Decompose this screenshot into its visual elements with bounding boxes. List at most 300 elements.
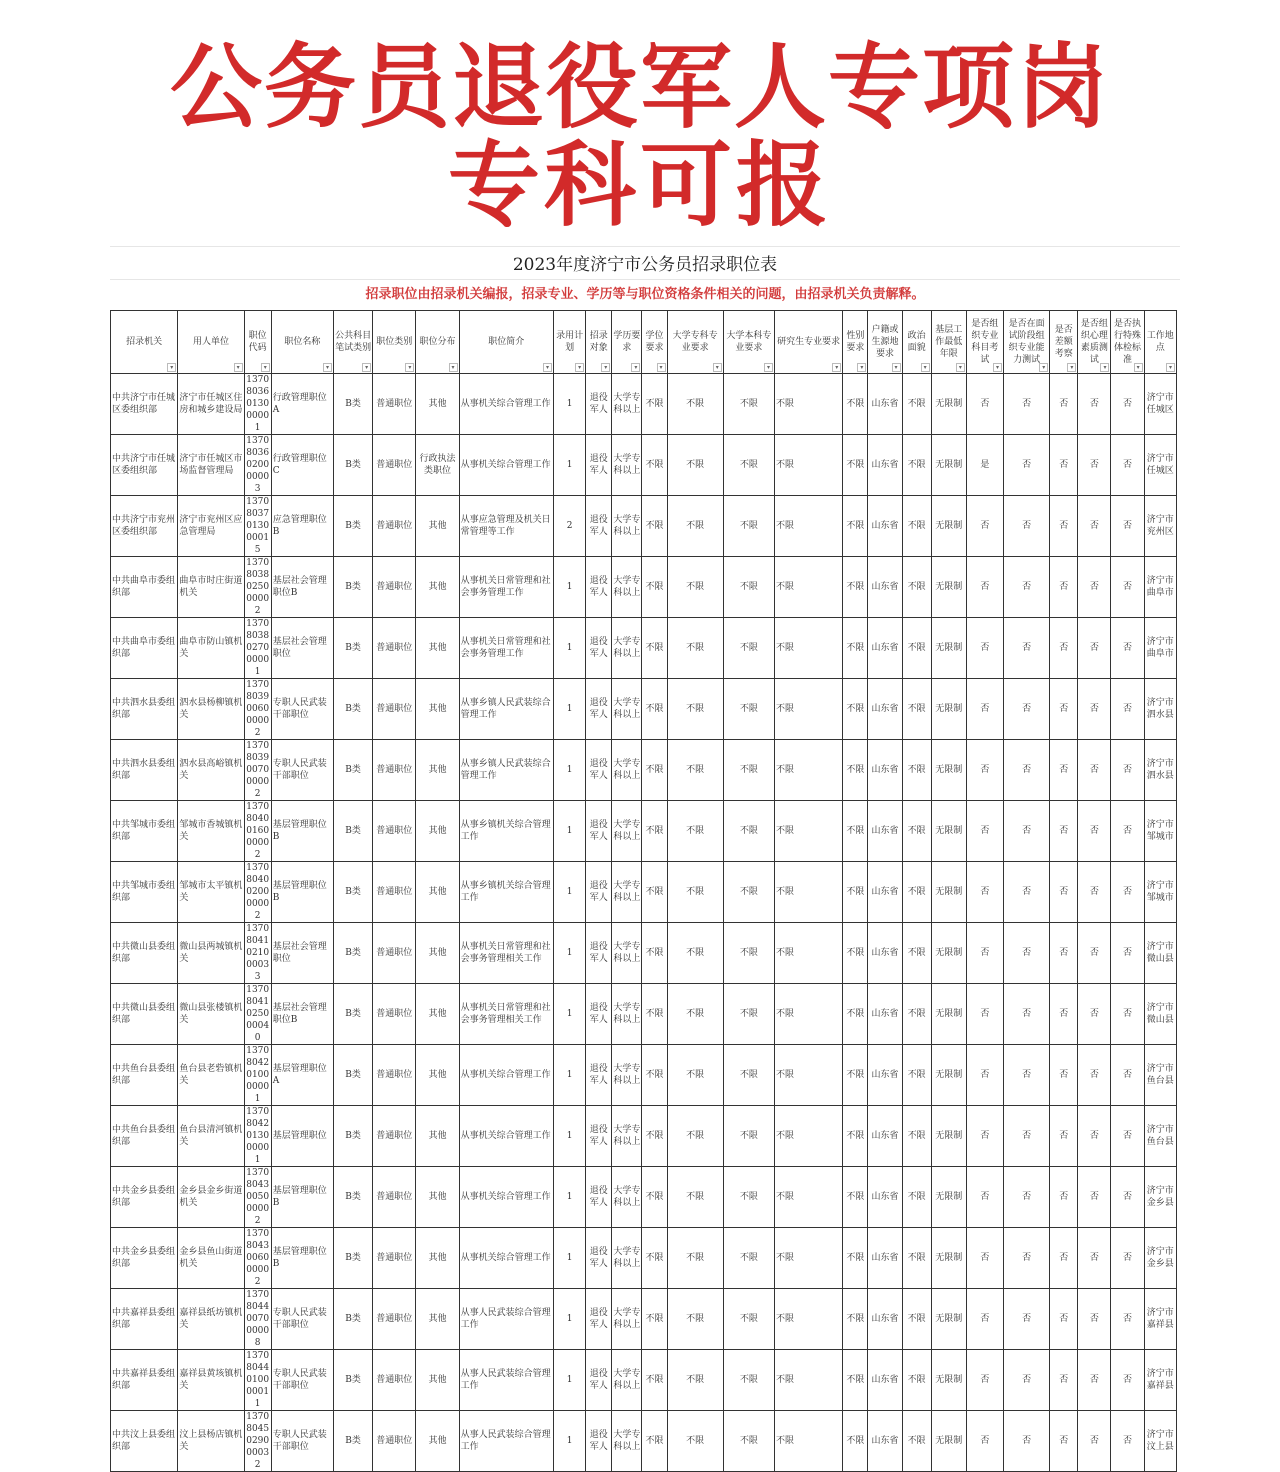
table-cell: 基层管理职位B xyxy=(271,801,333,862)
table-cell: 不限 xyxy=(774,1228,842,1289)
table-cell: 不限 xyxy=(723,740,774,801)
table-cell: 济宁市泗水县 xyxy=(1144,679,1176,740)
table-cell: 不限 xyxy=(723,1106,774,1167)
table-cell: 退役军人 xyxy=(586,984,612,1045)
table-cell: 退役军人 xyxy=(586,1106,612,1167)
table-cell: 山东省 xyxy=(868,801,902,862)
table-cell: 行政执法类职位 xyxy=(416,435,459,496)
table-cell: 否 xyxy=(1004,679,1050,740)
table-cell: 退役军人 xyxy=(586,1289,612,1350)
table-cell: 否 xyxy=(1004,1167,1050,1228)
table-cell: 否 xyxy=(1004,1411,1050,1472)
filter-dropdown-icon[interactable]: ▾ xyxy=(1166,363,1175,372)
table-cell: 山东省 xyxy=(868,1411,902,1472)
table-cell: 不限 xyxy=(667,862,723,923)
filter-dropdown-icon[interactable]: ▾ xyxy=(1100,363,1109,372)
table-cell: 1 xyxy=(554,618,586,679)
table-cell: 不限 xyxy=(667,1289,723,1350)
table-cell: 中共济宁市任城区委组织部 xyxy=(111,374,178,435)
table-cell: 大学专科以上 xyxy=(612,679,642,740)
column-header-label: 是否组织心理素质测试 xyxy=(1080,319,1108,365)
table-cell: 否 xyxy=(1111,923,1144,984)
table-cell: 济宁市兖州区 xyxy=(1144,496,1176,557)
table-cell: 否 xyxy=(1111,1228,1144,1289)
table-cell: 普通职位 xyxy=(373,1411,416,1472)
table-cell: 不限 xyxy=(642,740,667,801)
table-cell: 无限制 xyxy=(931,679,966,740)
filter-dropdown-icon[interactable]: ▾ xyxy=(764,363,773,372)
table-cell: 1 xyxy=(554,374,586,435)
table-cell: 不限 xyxy=(843,374,868,435)
table-cell: 否 xyxy=(1078,496,1111,557)
table-cell: 否 xyxy=(1004,1228,1050,1289)
table-cell: 金乡县鱼山街道机关 xyxy=(178,1228,244,1289)
table-cell: 不限 xyxy=(667,435,723,496)
table-cell: 无限制 xyxy=(931,496,966,557)
table-cell: 从事机关综合管理工作 xyxy=(459,1106,553,1167)
column-header xyxy=(642,311,667,374)
column-header xyxy=(774,311,842,374)
table-cell: 否 xyxy=(1111,801,1144,862)
column-header xyxy=(843,311,868,374)
table-cell: 中共微山县委组织部 xyxy=(111,984,178,1045)
table-cell: 大学专科以上 xyxy=(612,1167,642,1228)
table-cell: 普通职位 xyxy=(373,557,416,618)
table-cell: 不限 xyxy=(723,923,774,984)
column-header-label: 学历要求 xyxy=(613,331,641,353)
table-cell: 否 xyxy=(1004,435,1050,496)
table-cell: 无限制 xyxy=(931,1350,966,1411)
table-cell: 不限 xyxy=(902,740,931,801)
column-header xyxy=(178,311,244,374)
table-cell: 不限 xyxy=(774,740,842,801)
table-cell: 退役军人 xyxy=(586,679,612,740)
table-cell: 否 xyxy=(1050,1106,1078,1167)
table-cell: 不限 xyxy=(642,923,667,984)
filter-dropdown-icon[interactable]: ▾ xyxy=(857,363,866,372)
table-cell: 无限制 xyxy=(931,984,966,1045)
table-cell: 不限 xyxy=(774,618,842,679)
table-cell: 不限 xyxy=(774,1411,842,1472)
table-cell: 否 xyxy=(1004,984,1050,1045)
table-row xyxy=(111,984,1177,1045)
table-cell: 13708036020000003 xyxy=(244,435,271,496)
table-cell: 不限 xyxy=(667,679,723,740)
column-header xyxy=(111,311,178,374)
table-header-row xyxy=(111,311,1177,374)
table-cell: 济宁市鱼台县 xyxy=(1144,1045,1176,1106)
table-cell: 13708040020000002 xyxy=(244,862,271,923)
table-cell: 否 xyxy=(1078,1350,1111,1411)
table-cell: 13708038027000001 xyxy=(244,618,271,679)
banner-subheadline: 专科可报 xyxy=(447,132,832,239)
table-cell: 大学专科以上 xyxy=(612,801,642,862)
table-cell: 否 xyxy=(1050,1350,1078,1411)
table-cell: 中共鱼台县委组织部 xyxy=(111,1106,178,1167)
table-cell: 行政管理职位C xyxy=(271,435,333,496)
table-row xyxy=(111,801,1177,862)
table-cell: 其他 xyxy=(416,1350,459,1411)
table-cell: 邹城市太平镇机关 xyxy=(178,862,244,923)
table-cell: 否 xyxy=(1050,801,1078,862)
table-cell: 不限 xyxy=(642,1106,667,1167)
filter-dropdown-icon[interactable]: ▾ xyxy=(657,363,666,372)
table-cell: 不限 xyxy=(843,1106,868,1167)
table-cell: 否 xyxy=(1050,435,1078,496)
table-cell: 大学专科以上 xyxy=(612,862,642,923)
table-cell: 从事机关日常管理和社会事务管理相关工作 xyxy=(459,923,553,984)
table-cell: 不限 xyxy=(667,1350,723,1411)
table-cell: 无限制 xyxy=(931,740,966,801)
table-cell: 否 xyxy=(1078,984,1111,1045)
table-cell: 否 xyxy=(1004,1045,1050,1106)
filter-dropdown-icon[interactable]: ▾ xyxy=(713,363,722,372)
table-cell: 无限制 xyxy=(931,1228,966,1289)
table-cell: 从事机关综合管理工作 xyxy=(459,435,553,496)
table-cell: 不限 xyxy=(843,801,868,862)
table-cell: 退役军人 xyxy=(586,496,612,557)
table-cell: 不限 xyxy=(774,435,842,496)
table-cell: B类 xyxy=(334,374,373,435)
filter-dropdown-icon[interactable]: ▾ xyxy=(575,363,584,372)
table-cell: 否 xyxy=(966,862,1003,923)
table-cell: 不限 xyxy=(667,496,723,557)
table-cell: 其他 xyxy=(416,1045,459,1106)
table-cell: 不限 xyxy=(902,801,931,862)
table-cell: 不限 xyxy=(723,557,774,618)
table-cell: 否 xyxy=(1004,862,1050,923)
table-cell: 无限制 xyxy=(931,1289,966,1350)
table-row xyxy=(111,1228,1177,1289)
table-cell: 其他 xyxy=(416,1228,459,1289)
filter-dropdown-icon[interactable]: ▾ xyxy=(234,363,243,372)
column-header xyxy=(334,311,373,374)
table-cell: 1 xyxy=(554,984,586,1045)
table-cell: 不限 xyxy=(902,1167,931,1228)
table-cell: 不限 xyxy=(723,618,774,679)
filter-dropdown-icon[interactable]: ▾ xyxy=(405,363,414,372)
table-cell: 否 xyxy=(966,1411,1003,1472)
table-cell: 普通职位 xyxy=(373,618,416,679)
filter-dropdown-icon[interactable]: ▾ xyxy=(1067,363,1076,372)
table-cell: 否 xyxy=(1111,435,1144,496)
table-cell: 其他 xyxy=(416,557,459,618)
table-cell: 13708040016000002 xyxy=(244,801,271,862)
table-cell: 大学专科以上 xyxy=(612,984,642,1045)
table-cell: 不限 xyxy=(774,801,842,862)
table-row xyxy=(111,1411,1177,1472)
column-header-label: 职位代码 xyxy=(248,331,267,353)
column-header-label: 政治面貌 xyxy=(907,331,926,353)
column-header-label: 工作地点 xyxy=(1146,331,1174,353)
table-cell: 否 xyxy=(966,557,1003,618)
filter-dropdown-icon[interactable]: ▾ xyxy=(892,363,901,372)
table-cell: 不限 xyxy=(667,1167,723,1228)
column-header xyxy=(612,311,642,374)
filter-dropdown-icon[interactable]: ▾ xyxy=(993,363,1002,372)
table-row xyxy=(111,1167,1177,1228)
table-cell: 否 xyxy=(1050,496,1078,557)
table-cell: 不限 xyxy=(723,1228,774,1289)
table-cell: 不限 xyxy=(723,1045,774,1106)
table-cell: 否 xyxy=(1078,435,1111,496)
table-cell: 退役军人 xyxy=(586,1350,612,1411)
table-cell: 否 xyxy=(1111,740,1144,801)
table-cell: 基层管理职位B xyxy=(271,862,333,923)
table-cell: 否 xyxy=(1050,923,1078,984)
table-cell: 否 xyxy=(1050,618,1078,679)
column-header xyxy=(902,311,931,374)
table-cell: B类 xyxy=(334,618,373,679)
table-cell: B类 xyxy=(334,1350,373,1411)
filter-dropdown-icon[interactable]: ▾ xyxy=(323,363,332,372)
table-cell: 否 xyxy=(966,1289,1003,1350)
column-header-label: 职位类别 xyxy=(376,337,413,347)
table-row xyxy=(111,679,1177,740)
table-cell: 不限 xyxy=(723,374,774,435)
filter-dropdown-icon[interactable]: ▾ xyxy=(261,363,270,372)
table-cell: 济宁市金乡县 xyxy=(1144,1167,1176,1228)
table-cell: 否 xyxy=(1004,557,1050,618)
table-cell: 济宁市泗水县 xyxy=(1144,740,1176,801)
table-cell: 1 xyxy=(554,435,586,496)
column-header xyxy=(1144,311,1176,374)
table-cell: 基层社会管理职位B xyxy=(271,557,333,618)
table-cell: 从事人民武装综合管理工作 xyxy=(459,1289,553,1350)
table-cell: 否 xyxy=(1078,1045,1111,1106)
column-header xyxy=(667,311,723,374)
table-cell: 从事机关日常管理和社会事务管理工作 xyxy=(459,618,553,679)
table-cell: 不限 xyxy=(843,496,868,557)
table-cell: 大学专科以上 xyxy=(612,557,642,618)
column-header-label: 是否执行特殊体检标准 xyxy=(1114,319,1142,365)
table-cell: 专职人民武装干部职位 xyxy=(271,1289,333,1350)
column-header-label: 用人单位 xyxy=(192,337,229,347)
table-cell: 不限 xyxy=(843,862,868,923)
table-cell: B类 xyxy=(334,1106,373,1167)
table-cell: 否 xyxy=(1111,618,1144,679)
table-cell: 不限 xyxy=(642,679,667,740)
table-cell: 不限 xyxy=(774,496,842,557)
table-cell: 中共邹城市委组织部 xyxy=(111,862,178,923)
table-cell: 普通职位 xyxy=(373,1045,416,1106)
column-header-label: 是否在面试阶段组织专业能力测试 xyxy=(1008,319,1045,365)
table-cell: 1 xyxy=(554,1289,586,1350)
table-cell: 山东省 xyxy=(868,862,902,923)
table-cell: 退役军人 xyxy=(586,435,612,496)
filter-dropdown-icon[interactable]: ▾ xyxy=(601,363,610,372)
table-cell: 1 xyxy=(554,862,586,923)
table-cell: 基层管理职位B xyxy=(271,1167,333,1228)
table-cell: 否 xyxy=(1078,862,1111,923)
table-cell: 无限制 xyxy=(931,557,966,618)
table-cell: 不限 xyxy=(902,435,931,496)
table-cell: 不限 xyxy=(902,1106,931,1167)
table-cell: 无限制 xyxy=(931,1045,966,1106)
table-cell: 中共济宁市任城区委组织部 xyxy=(111,435,178,496)
table-cell: 基层社会管理职位 xyxy=(271,923,333,984)
filter-dropdown-icon[interactable]: ▾ xyxy=(543,363,552,372)
table-cell: 应急管理职位B xyxy=(271,496,333,557)
table-cell: 退役军人 xyxy=(586,1167,612,1228)
table-cell: 山东省 xyxy=(868,1350,902,1411)
table-cell: 济宁市微山县 xyxy=(1144,984,1176,1045)
table-cell: 13708038025000002 xyxy=(244,557,271,618)
table-cell: 退役军人 xyxy=(586,374,612,435)
table-cell: 13708039006000002 xyxy=(244,679,271,740)
table-cell: 不限 xyxy=(902,1289,931,1350)
table-cell: 济宁市鱼台县 xyxy=(1144,1106,1176,1167)
table-cell: 大学专科以上 xyxy=(612,618,642,679)
table-cell: 普通职位 xyxy=(373,862,416,923)
table-cell: 否 xyxy=(1050,1167,1078,1228)
table-cell: 不限 xyxy=(843,740,868,801)
table-cell: 不限 xyxy=(723,1167,774,1228)
table-cell: 基层管理职位B xyxy=(271,1228,333,1289)
table-row xyxy=(111,1045,1177,1106)
table-cell: 其他 xyxy=(416,740,459,801)
column-header-label: 招录机关 xyxy=(126,337,163,347)
table-cell: 不限 xyxy=(723,801,774,862)
filter-dropdown-icon[interactable]: ▾ xyxy=(956,363,965,372)
table-cell: 不限 xyxy=(642,984,667,1045)
table-cell: 专职人民武装干部职位 xyxy=(271,679,333,740)
table-cell: 济宁市邹城市 xyxy=(1144,862,1176,923)
table-cell: 不限 xyxy=(723,1411,774,1472)
table-cell: 大学专科以上 xyxy=(612,496,642,557)
table-cell: 不限 xyxy=(843,679,868,740)
table-cell: 不限 xyxy=(667,984,723,1045)
table-cell: 中共嘉祥县委组织部 xyxy=(111,1289,178,1350)
table-cell: 普通职位 xyxy=(373,435,416,496)
table-cell: 退役军人 xyxy=(586,557,612,618)
table-cell: 济宁市任城区 xyxy=(1144,435,1176,496)
table-cell: 中共金乡县委组织部 xyxy=(111,1228,178,1289)
table-cell: 1 xyxy=(554,801,586,862)
table-cell: 大学专科以上 xyxy=(612,374,642,435)
table-cell: 泗水县高峪镇机关 xyxy=(178,740,244,801)
table-cell: 不限 xyxy=(642,435,667,496)
filter-dropdown-icon[interactable]: ▾ xyxy=(449,363,458,372)
table-cell: 大学专科以上 xyxy=(612,435,642,496)
table-cell: 否 xyxy=(1004,923,1050,984)
filter-dropdown-icon[interactable]: ▾ xyxy=(1134,363,1143,372)
column-header-label: 学位要求 xyxy=(645,331,664,353)
table-cell: 其他 xyxy=(416,496,459,557)
table-cell: 山东省 xyxy=(868,496,902,557)
table-cell: 济宁市邹城市 xyxy=(1144,801,1176,862)
table-cell: 不限 xyxy=(774,374,842,435)
filter-dropdown-icon[interactable]: ▾ xyxy=(832,363,841,372)
table-cell: 曲阜市防山镇机关 xyxy=(178,618,244,679)
table-cell: 否 xyxy=(1050,1228,1078,1289)
table-cell: 济宁市任城区住房和城乡建设局 xyxy=(178,374,244,435)
table-cell: 其他 xyxy=(416,801,459,862)
table-cell: 不限 xyxy=(902,374,931,435)
table-cell: 基层社会管理职位 xyxy=(271,618,333,679)
table-cell: 不限 xyxy=(902,1228,931,1289)
table-cell: 普通职位 xyxy=(373,374,416,435)
sheet-title: 2023年度济宁市公务员招录职位表 xyxy=(110,246,1180,280)
table-cell: 否 xyxy=(1111,1106,1144,1167)
table-row xyxy=(111,1106,1177,1167)
filter-dropdown-icon[interactable]: ▾ xyxy=(167,363,176,372)
table-cell: 基层管理职位A xyxy=(271,1045,333,1106)
table-cell: 不限 xyxy=(642,618,667,679)
table-cell: 中共鱼台县委组织部 xyxy=(111,1045,178,1106)
table-row xyxy=(111,496,1177,557)
table-cell: 嘉祥县黄垓镇机关 xyxy=(178,1350,244,1411)
table-cell: 山东省 xyxy=(868,435,902,496)
table-cell: 汶上县杨店镇机关 xyxy=(178,1411,244,1472)
column-header xyxy=(1078,311,1111,374)
table-cell: 退役军人 xyxy=(586,740,612,801)
table-cell: 否 xyxy=(1078,374,1111,435)
table-cell: 不限 xyxy=(723,984,774,1045)
table-cell: 不限 xyxy=(774,923,842,984)
promo-banner xyxy=(0,0,1280,240)
table-cell: 不限 xyxy=(774,1106,842,1167)
column-header-label: 招录对象 xyxy=(589,331,608,353)
table-cell: 不限 xyxy=(843,435,868,496)
table-cell: 2 xyxy=(554,496,586,557)
filter-dropdown-icon[interactable]: ▾ xyxy=(362,363,371,372)
table-cell: 专职人民武装干部职位 xyxy=(271,1411,333,1472)
table-cell: 13708042010000001 xyxy=(244,1045,271,1106)
table-cell: 13708042013000001 xyxy=(244,1106,271,1167)
table-cell: 否 xyxy=(966,618,1003,679)
table-cell: 不限 xyxy=(902,679,931,740)
table-cell: 不限 xyxy=(774,557,842,618)
table-cell: 济宁市嘉祥县 xyxy=(1144,1289,1176,1350)
table-cell: 不限 xyxy=(642,374,667,435)
filter-dropdown-icon[interactable]: ▾ xyxy=(1039,363,1048,372)
table-cell: B类 xyxy=(334,1411,373,1472)
table-cell: 从事应急管理及机关日常管理等工作 xyxy=(459,496,553,557)
filter-dropdown-icon[interactable]: ▾ xyxy=(921,363,930,372)
table-cell: 不限 xyxy=(902,923,931,984)
table-cell: 无限制 xyxy=(931,1411,966,1472)
table-cell: 否 xyxy=(1078,1289,1111,1350)
table-cell: 否 xyxy=(1050,1289,1078,1350)
table-cell: 否 xyxy=(1050,374,1078,435)
table-cell: 大学专科以上 xyxy=(612,1411,642,1472)
table-cell: 无限制 xyxy=(931,374,966,435)
table-cell: 不限 xyxy=(667,1411,723,1472)
table-cell: 不限 xyxy=(667,1228,723,1289)
table-cell: 不限 xyxy=(843,1167,868,1228)
filter-dropdown-icon[interactable]: ▾ xyxy=(631,363,640,372)
table-cell: 鱼台县清河镇机关 xyxy=(178,1106,244,1167)
table-cell: 中共微山县委组织部 xyxy=(111,923,178,984)
table-cell: 1 xyxy=(554,1167,586,1228)
table-cell: 不限 xyxy=(723,1350,774,1411)
table-cell: 否 xyxy=(1050,1411,1078,1472)
table-cell: 中共曲阜市委组织部 xyxy=(111,618,178,679)
table-row xyxy=(111,557,1177,618)
column-header-label: 性别要求 xyxy=(846,331,865,353)
table-cell: 从事人民武装综合管理工作 xyxy=(459,1350,553,1411)
table-cell: 否 xyxy=(1111,1289,1144,1350)
table-cell: 中共泗水县委组织部 xyxy=(111,679,178,740)
table-cell: 济宁市兖州区应急管理局 xyxy=(178,496,244,557)
table-cell: 山东省 xyxy=(868,1167,902,1228)
table-cell: 否 xyxy=(966,801,1003,862)
table-cell: 不限 xyxy=(723,496,774,557)
table-cell: 否 xyxy=(1078,618,1111,679)
table-cell: 济宁市任城区市场监督管理局 xyxy=(178,435,244,496)
table-cell: 从事乡镇人民武装综合管理工作 xyxy=(459,679,553,740)
